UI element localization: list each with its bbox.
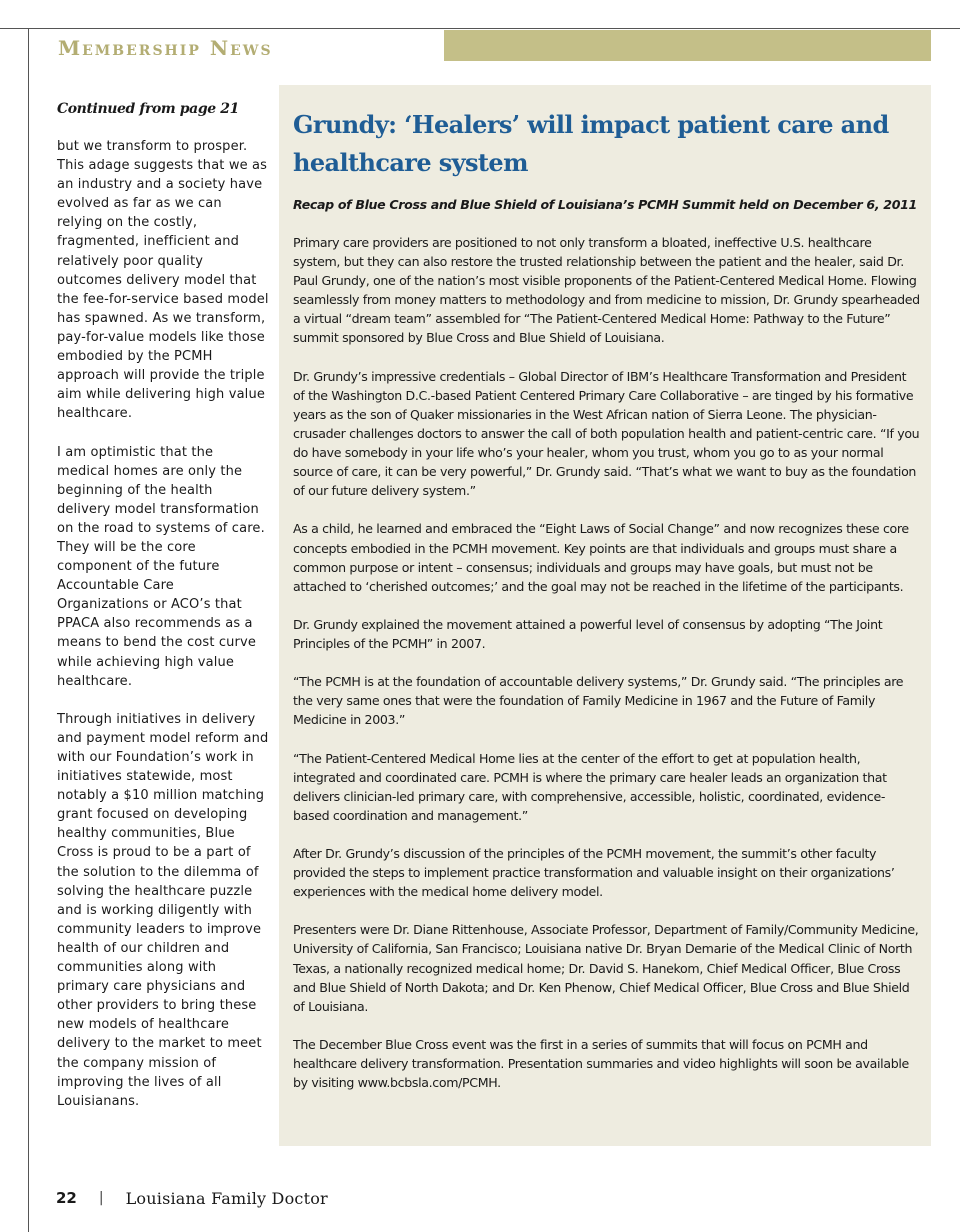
top-rule (0, 28, 960, 29)
article-subhead: Recap of Blue Cross and Blue Shield of Louisiana’s PCMH Summit held on December 6, 2011 (293, 197, 917, 212)
article-paragraph: As a child, he learned and embraced the “Eight Laws of Social Change” and now recognizes these core concepts embodied in the PCMH movement. Key points are that individuals and groups must share a common purpose or intent – consensus; individuals and groups may have goals, but must not be attached to ‘cherished outcomes;’ and the goal may not be reached in the lifetime of the participants. (293, 521, 909, 594)
article-paragraph: The December Blue Cross event was the first in a series of summits that will focus on PCMH and healthcare delivery transformation. Presentation summaries and video highlights will soon be available by visiting www.bcbsla.com/PCMH. (293, 1036, 909, 1091)
publication-name: Louisiana Family Doctor (125, 1188, 328, 1208)
footer-separator: | (98, 1190, 104, 1206)
header-accent-bar (444, 30, 931, 61)
left-paragraph: Through initiatives in delivery and payment model reform and with our Foundation’s work in initiatives statewide, most notably a $10 million matching grant focused on developing healthy communities, Blue Cross is proud to be a part of the solution to the dilemma of solving the healthcare puzzle and is working diligently with community leaders to improve health of our children and communities along with primary care physicians and other providers to bring these new models of healthcare delivery to the market to meet the company mission of improving the lives of all Louisianans. (57, 711, 269, 1109)
article-paragraph: “The PCMH is at the foundation of accountable delivery systems,” Dr. Grundy said. “The principles are the very same ones that were the foundation of Family Medicine in 1967 and the Future of Family Medicine in 2003.” (293, 674, 904, 728)
article-paragraph: Dr. Grundy explained the movement attained a powerful level of consensus by adopting “The Joint Principles of the PCMH” in 2007. (293, 616, 883, 651)
article-body (293, 233, 921, 1111)
left-column (57, 98, 269, 1130)
continued-label: Continued from page 21 (57, 101, 239, 117)
article-paragraph: After Dr. Grundy’s discussion of the principles of the PCMH movement, the summit’s other faculty provided the steps to implement practice transformation and valuable insight on their organizations’ experiences with the medical home delivery model. (293, 846, 895, 900)
left-paragraph: but we transform to prosper. This adage suggests that we as an industry and a society have evolved as far as we can relying on the costly, fragmented, inefficient and relatively poor quality outcomes delivery model that the fee-for-service based model has spawned. As we transform, pay-for-value models like those embodied by the PCMH approach will provide the triple aim while delivering high value healthcare. (57, 139, 269, 422)
page-number: 22 (56, 1189, 77, 1207)
page-footer (56, 1186, 328, 1210)
article-headline: Grundy: ‘Healers’ will impact patient care and healthcare system (293, 110, 889, 177)
article-paragraph: Primary care providers are positioned to not only transform a bloated, ineffective U.S. healthcare system, but they can also restore the trusted relationship between the patient and the healer, said Dr. Paul Grundy, one of the nation’s most visible proponents of the Patient-Centered Medical Home. Flowing seamlessly from money matters to methodology and from medicine to mission, Dr. Grundy spearheaded a virtual “dream team” assembled for “The Patient-Centered Medical Home: Pathway to the Future” summit sponsored by Blue Cross and Blue Shield of Louisiana. (293, 235, 920, 346)
article-paragraph: Presenters were Dr. Diane Rittenhouse, Associate Professor, Department of Family/Community Medicine, University of California, San Francisco; Louisiana native Dr. Bryan Demarie of the Medical Clinic of North Texas, a nationally recognized medical home; Dr. David S. Hanekom, Chief Medical Officer, Blue Cross and Blue Shield of North Dakota; and Dr. Ken Phenow, Chief Medical Officer, Blue Cross and Blue Shield of Louisiana. (293, 922, 919, 1014)
left-paragraph: I am optimistic that the medical homes are only the beginning of the health delivery model transformation on the road to systems of care. They will be the core component of the future Accountable Care Organizations or ACO’s that PPACA also recommends as a means to bend the cost curve while achieving high value healthcare. (57, 444, 265, 689)
section-title: Membership News (58, 36, 273, 60)
article-paragraph: “The Patient-Centered Medical Home lies at the center of the effort to get at population health, integrated and coordinated care. PCMH is where the primary care healer leads an organization that delivers clinician-led primary care, with comprehensive, accessible, holistic, coordinated, evidence-based coordination and management.” (293, 750, 887, 823)
article-paragraph: Dr. Grundy’s impressive credentials – Global Director of IBM’s Healthcare Transformation and President of the Washington D.C.-based Patient Centered Primary Care Collaborative – are tinged by his formative years as the son of Quaker missionaries in the West African nation of Sierra Leone. The physician-crusader challenges doctors to answer the call of both population health and patient-centric care. “If you do have somebody in your life who’s your healer, whom you trust, whom you go to as your normal source of care, it can be very powerful,” Dr. Grundy said. “That’s what we want to buy as the foundation of our future delivery system.” (293, 368, 920, 499)
left-rule (28, 28, 29, 1232)
